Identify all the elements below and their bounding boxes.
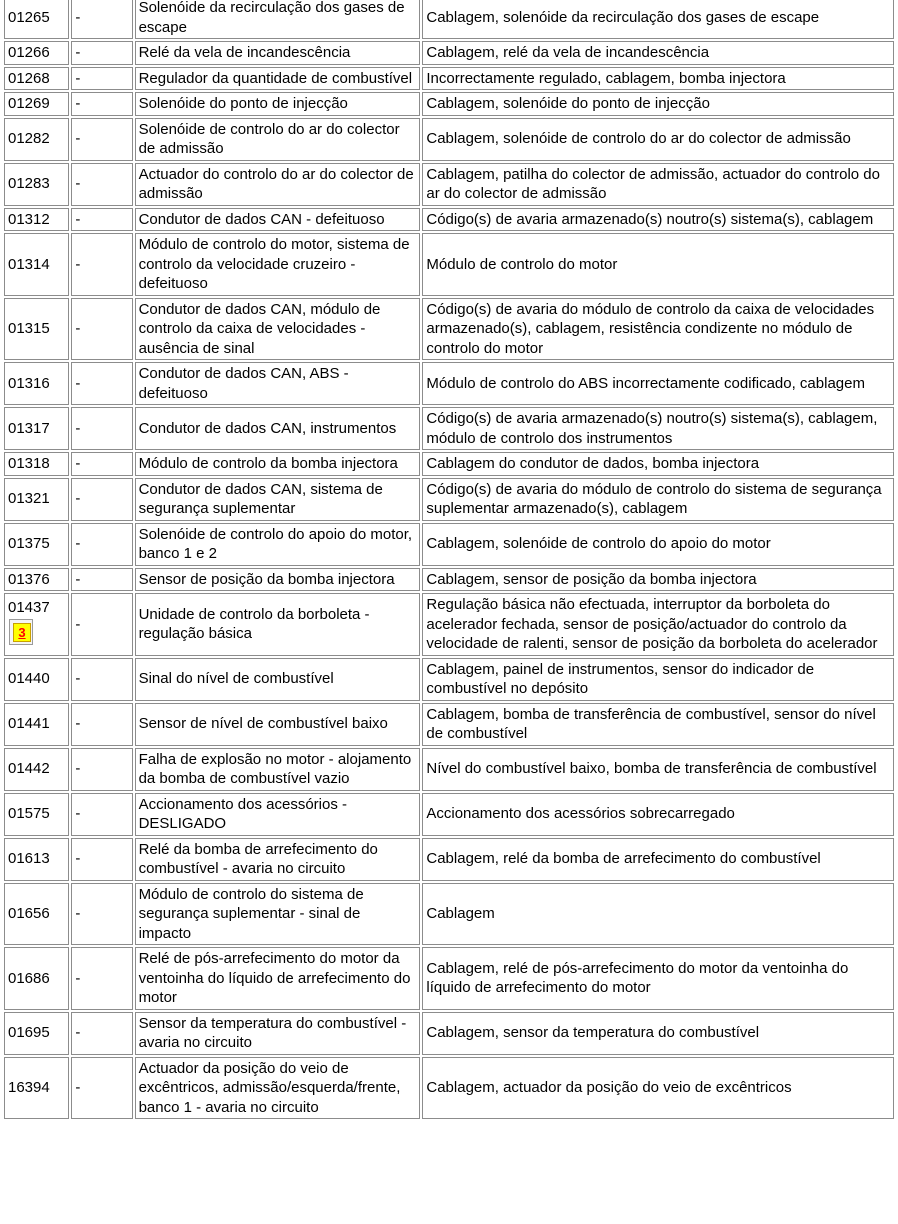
code-cell: 01315 <box>4 298 69 361</box>
separator-cell: - <box>71 298 132 361</box>
note-link-box[interactable] <box>9 619 33 645</box>
fault-cell: Sensor de nível de combustível baixo <box>135 703 421 746</box>
separator-cell: - <box>71 118 132 161</box>
fault-cell: Falha de explosão no motor - alojamento da bomba de combustível vazio <box>135 748 421 791</box>
code-cell: 01265 <box>4 0 69 39</box>
code-cell: 01316 <box>4 362 69 405</box>
remedy-cell: Código(s) de avaria do módulo de controlo da caixa de velocidades armazenado(s), cablagem, resistência condizente no módulo de controlo do motor <box>422 298 894 361</box>
separator-cell: - <box>71 748 132 791</box>
table-row <box>4 568 894 592</box>
fault-cell: Actuador da posição do veio de excêntricos, admissão/esquerda/frente, banco 1 - avaria no circuito <box>135 1057 421 1120</box>
remedy-cell: Código(s) de avaria armazenado(s) noutro(s) sistema(s), cablagem <box>422 208 894 232</box>
remedy-cell: Cablagem, solenóide de controlo do ar do colector de admissão <box>422 118 894 161</box>
remedy-cell: Módulo de controlo do ABS incorrectamente codificado, cablagem <box>422 362 894 405</box>
fault-cell: Solenóide do ponto de injecção <box>135 92 421 116</box>
table-row <box>4 703 894 746</box>
fault-cell: Relé da bomba de arrefecimento do combustível - avaria no circuito <box>135 838 421 881</box>
table-row <box>4 593 894 656</box>
code-cell: 01317 <box>4 407 69 450</box>
separator-cell: - <box>71 1012 132 1055</box>
remedy-cell: Cablagem, relé da bomba de arrefecimento do combustível <box>422 838 894 881</box>
separator-cell: - <box>71 568 132 592</box>
separator-cell: - <box>71 452 132 476</box>
separator-cell: - <box>71 362 132 405</box>
fault-cell: Unidade de controlo da borboleta - regulação básica <box>135 593 421 656</box>
code-cell: 01440 <box>4 658 69 701</box>
table-row <box>4 233 894 296</box>
fault-cell: Condutor de dados CAN, ABS - defeituoso <box>135 362 421 405</box>
table-row <box>4 478 894 521</box>
remedy-cell: Código(s) de avaria do módulo de controlo do sistema de segurança suplementar armazenado(s), cablagem <box>422 478 894 521</box>
remedy-cell: Módulo de controlo do motor <box>422 233 894 296</box>
code-cell: 16394 <box>4 1057 69 1120</box>
fault-cell: Solenóide de controlo do apoio do motor, banco 1 e 2 <box>135 523 421 566</box>
code-cell <box>4 593 69 656</box>
fault-cell: Relé da vela de incandescência <box>135 41 421 65</box>
code-cell: 01282 <box>4 118 69 161</box>
code-cell: 01318 <box>4 452 69 476</box>
remedy-cell: Cablagem, solenóide da recirculação dos gases de escape <box>422 0 894 39</box>
separator-cell: - <box>71 0 132 39</box>
remedy-cell: Cablagem, bomba de transferência de combustível, sensor do nível de combustível <box>422 703 894 746</box>
code-cell: 01442 <box>4 748 69 791</box>
code-cell: 01283 <box>4 163 69 206</box>
remedy-cell: Cablagem, relé de pós-arrefecimento do motor da ventoinha do líquido de arrefecimento do motor <box>422 947 894 1010</box>
fault-cell: Sensor de posição da bomba injectora <box>135 568 421 592</box>
table-row <box>4 362 894 405</box>
fault-cell: Módulo de controlo do sistema de segurança suplementar - sinal de impacto <box>135 883 421 946</box>
fault-cell: Condutor de dados CAN, instrumentos <box>135 407 421 450</box>
code-cell: 01266 <box>4 41 69 65</box>
remedy-cell: Nível do combustível baixo, bomba de transferência de combustível <box>422 748 894 791</box>
separator-cell: - <box>71 233 132 296</box>
fault-cell: Regulador da quantidade de combustível <box>135 67 421 91</box>
separator-cell: - <box>71 838 132 881</box>
table-row <box>4 118 894 161</box>
fault-cell: Sinal do nível de combustível <box>135 658 421 701</box>
fault-cell: Actuador do controlo do ar do colector de admissão <box>135 163 421 206</box>
fault-cell: Condutor de dados CAN, módulo de controlo da caixa de velocidades - ausência de sinal <box>135 298 421 361</box>
remedy-cell: Cablagem, sensor de posição da bomba injectora <box>422 568 894 592</box>
remedy-cell: Regulação básica não efectuada, interruptor da borboleta do acelerador fechada, sensor de posição/actuador do controlo da velocidade de ralenti, sensor de posição da borboleta do acelerador <box>422 593 894 656</box>
remedy-cell: Cablagem <box>422 883 894 946</box>
separator-cell: - <box>71 883 132 946</box>
remedy-cell: Cablagem, sensor da temperatura do combustível <box>422 1012 894 1055</box>
table-row <box>4 1057 894 1120</box>
fault-cell: Sensor da temperatura do combustível - avaria no circuito <box>135 1012 421 1055</box>
separator-cell: - <box>71 208 132 232</box>
separator-cell: - <box>71 92 132 116</box>
fault-cell: Accionamento dos acessórios - DESLIGADO <box>135 793 421 836</box>
remedy-cell: Cablagem, relé da vela de incandescência <box>422 41 894 65</box>
remedy-cell: Cablagem, patilha do colector de admissão, actuador do controlo do ar do colector de admissão <box>422 163 894 206</box>
code-cell: 01695 <box>4 1012 69 1055</box>
separator-cell: - <box>71 67 132 91</box>
separator-cell: - <box>71 947 132 1010</box>
separator-cell: - <box>71 703 132 746</box>
table-row <box>4 0 894 39</box>
fault-cell: Relé de pós-arrefecimento do motor da ventoinha do líquido de arrefecimento do motor <box>135 947 421 1010</box>
separator-cell: - <box>71 407 132 450</box>
code-cell: 01375 <box>4 523 69 566</box>
fault-code-table <box>2 0 896 1121</box>
fault-cell: Solenóide de controlo do ar do colector de admissão <box>135 118 421 161</box>
fault-cell: Condutor de dados CAN - defeituoso <box>135 208 421 232</box>
fault-code-table-container <box>2 0 896 1121</box>
remedy-cell: Incorrectamente regulado, cablagem, bomba injectora <box>422 67 894 91</box>
table-row <box>4 67 894 91</box>
table-row <box>4 1012 894 1055</box>
table-row <box>4 838 894 881</box>
separator-cell: - <box>71 793 132 836</box>
table-row <box>4 407 894 450</box>
separator-cell: - <box>71 1057 132 1120</box>
table-row <box>4 523 894 566</box>
separator-cell: - <box>71 593 132 656</box>
table-row <box>4 883 894 946</box>
separator-cell: - <box>71 478 132 521</box>
table-row <box>4 41 894 65</box>
fault-cell: Módulo de controlo do motor, sistema de controlo da velocidade cruzeiro - defeituoso <box>135 233 421 296</box>
code-cell: 01321 <box>4 478 69 521</box>
separator-cell: - <box>71 163 132 206</box>
note-link[interactable]: 3 <box>13 623 31 642</box>
remedy-cell: Cablagem, solenóide do ponto de injecção <box>422 92 894 116</box>
table-row <box>4 748 894 791</box>
code-text: 01437 <box>8 598 50 616</box>
table-row <box>4 163 894 206</box>
remedy-cell: Accionamento dos acessórios sobrecarregado <box>422 793 894 836</box>
table-row <box>4 452 894 476</box>
code-cell: 01314 <box>4 233 69 296</box>
remedy-cell: Cablagem do condutor de dados, bomba injectora <box>422 452 894 476</box>
separator-cell: - <box>71 658 132 701</box>
fault-cell: Solenóide da recirculação dos gases de escape <box>135 0 421 39</box>
table-row <box>4 658 894 701</box>
remedy-cell: Código(s) de avaria armazenado(s) noutro(s) sistema(s), cablagem, módulo de controlo dos instrumentos <box>422 407 894 450</box>
table-row <box>4 298 894 361</box>
fault-cell: Módulo de controlo da bomba injectora <box>135 452 421 476</box>
table-row <box>4 947 894 1010</box>
code-cell: 01441 <box>4 703 69 746</box>
code-cell: 01376 <box>4 568 69 592</box>
code-cell: 01575 <box>4 793 69 836</box>
separator-cell: - <box>71 523 132 566</box>
code-cell: 01312 <box>4 208 69 232</box>
table-row <box>4 208 894 232</box>
code-cell: 01656 <box>4 883 69 946</box>
code-cell: 01269 <box>4 92 69 116</box>
code-cell: 01613 <box>4 838 69 881</box>
table-row <box>4 92 894 116</box>
remedy-cell: Cablagem, actuador da posição do veio de excêntricos <box>422 1057 894 1120</box>
code-cell: 01686 <box>4 947 69 1010</box>
remedy-cell: Cablagem, solenóide de controlo do apoio do motor <box>422 523 894 566</box>
fault-cell: Condutor de dados CAN, sistema de segurança suplementar <box>135 478 421 521</box>
remedy-cell: Cablagem, painel de instrumentos, sensor do indicador de combustível no depósito <box>422 658 894 701</box>
table-row <box>4 793 894 836</box>
code-cell: 01268 <box>4 67 69 91</box>
separator-cell: - <box>71 41 132 65</box>
